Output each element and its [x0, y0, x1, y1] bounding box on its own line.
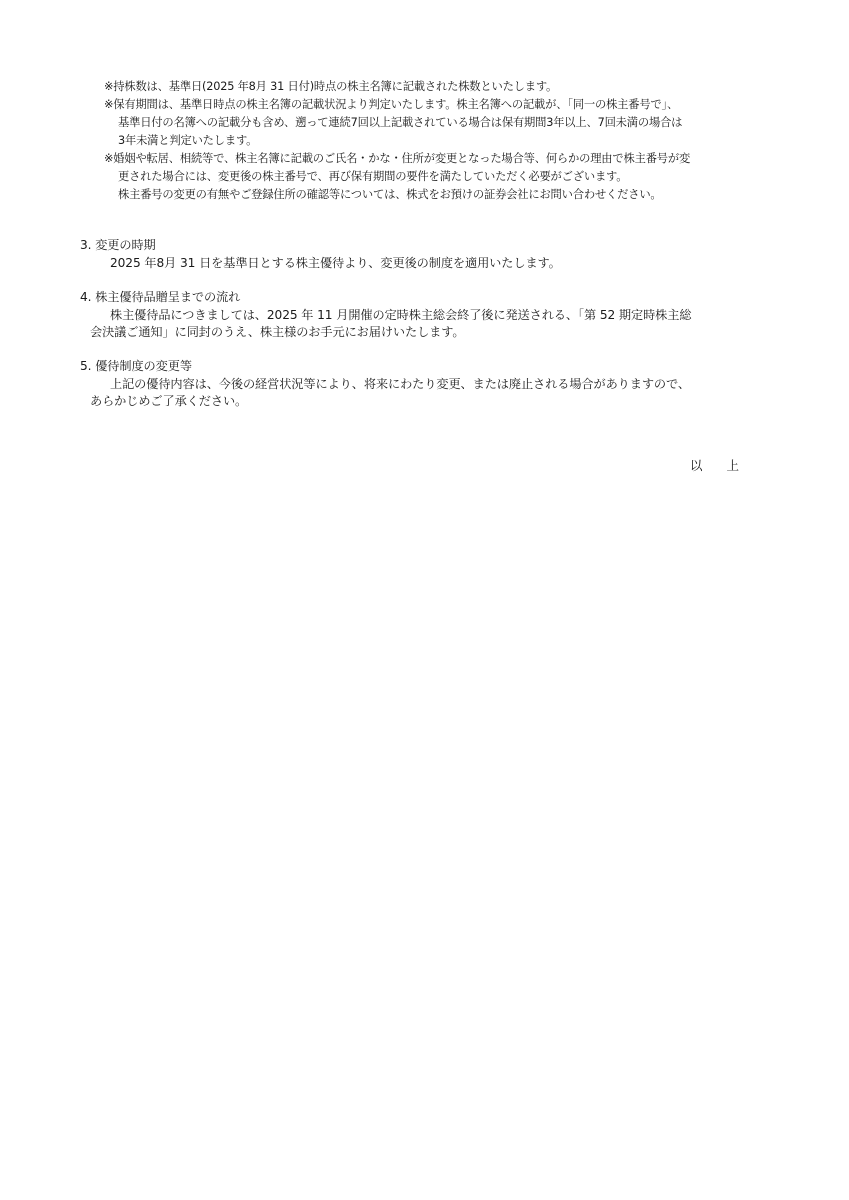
section-delivery-flow-body-line1: 株主優待品につきましては、2025 年 11 月開催の定時株主総会終了後に発送される、「第 52 期定時株主総 — [110, 307, 692, 322]
note-holding-period-line2: 基準日付の名簿への記載分も含め、遡って連続7回以上記載されている場合は保有期間3年以上、7回未満の場合は — [118, 116, 683, 129]
note-holding-shares: ※持株数は、基準日(2025 年8月 31 日付)時点の株主名簿に記載された株数といたします。 — [104, 80, 558, 93]
note-shareholder-number-line1: ※婚姻や転居、相続等で、株主名簿に記載のご氏名・かな・住所が変更となった場合等、何らかの理由で株主番号が変 — [104, 152, 691, 165]
note-holding-period-line3: 3年未満と判定いたします。 — [118, 134, 258, 147]
notes-block — [104, 78, 764, 204]
closing-char-2: 上 — [726, 458, 740, 473]
note-shareholder-number-line2: 更された場合には、変更後の株主番号で、再び保有期間の要件を満たしていただく必要がございます。 — [118, 170, 628, 183]
section-changes-heading: 5. 優待制度の変更等 — [80, 359, 192, 373]
closing-mark — [690, 456, 739, 474]
note-holding-period-line1: ※保有期間は、基準日時点の株主名簿の記載状況より判定いたします。株主名簿への記載が、「同一の株主番号で」、 — [104, 98, 679, 111]
section-delivery-flow-heading: 4. 株主優待品贈呈までの流れ — [80, 290, 241, 304]
note-shareholder-number-line3: 株主番号の変更の有無やご登録住所の確認等については、株式をお預けの証券会社にお問い合わせください。 — [118, 188, 662, 201]
closing-char-1: 以 — [690, 458, 703, 473]
section-changes-body-line2: あらかじめご了承ください。 — [90, 394, 248, 408]
section-timing-heading: 3. 変更の時期 — [80, 238, 156, 252]
section-changes-body-line1: 上記の優待内容は、今後の経営状況等により、将来にわたり変更、または廃止される場合がありますので、 — [110, 376, 690, 391]
section-timing-body: 2025 年8月 31 日を基準日とする株主優待より、変更後の制度を適用いたします。 — [110, 255, 561, 270]
section-timing — [80, 237, 770, 272]
section-delivery-flow — [80, 289, 770, 342]
section-delivery-flow-body-line2: 会決議ご通知」に同封のうえ、株主様のお手元にお届けいたします。 — [90, 325, 465, 339]
section-changes — [80, 358, 770, 411]
